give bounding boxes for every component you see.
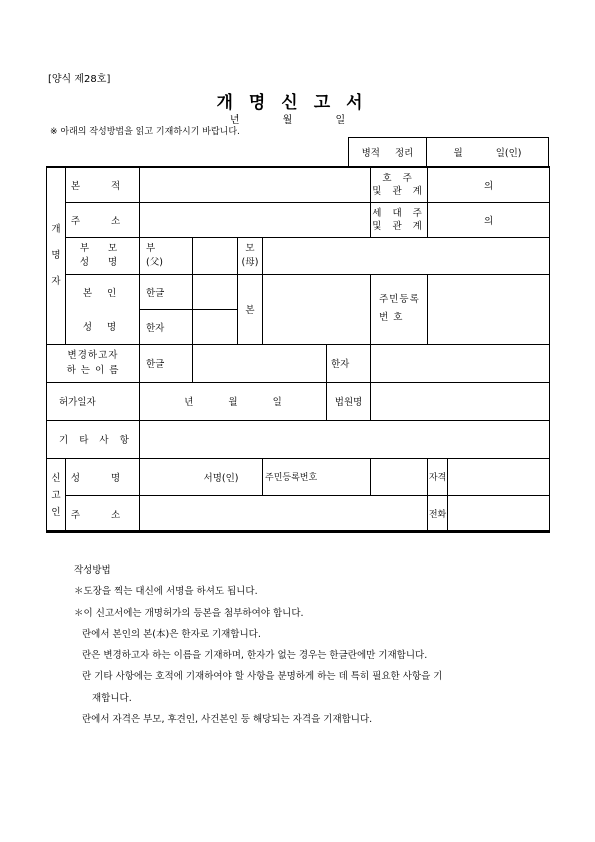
side-char-3: 자 bbox=[51, 275, 61, 287]
other-field[interactable] bbox=[140, 420, 550, 458]
reporter-resident-no-field[interactable] bbox=[371, 458, 428, 495]
reporter-qualification-label: 자격 bbox=[428, 458, 448, 495]
filing-date: 년 월 일 bbox=[229, 115, 366, 126]
instructions bbox=[70, 560, 442, 730]
self-hanja-field[interactable] bbox=[193, 309, 238, 344]
applicant-side-label bbox=[47, 167, 66, 344]
mother-name-field[interactable] bbox=[263, 237, 550, 274]
reporter-address-field[interactable] bbox=[140, 495, 428, 532]
court-label: 법원명 bbox=[327, 382, 371, 420]
permit-date-label: 허가일자 bbox=[47, 382, 140, 420]
new-name-hangul-label: 한글 bbox=[140, 344, 193, 382]
side-char-2: 명 bbox=[51, 249, 61, 261]
side-char-1: 개 bbox=[51, 223, 61, 235]
application-table bbox=[46, 166, 550, 533]
reporter-phone-field[interactable] bbox=[448, 495, 550, 532]
householder-field[interactable] bbox=[428, 167, 550, 202]
reporter-char-2: 고 bbox=[51, 489, 61, 501]
reporter-phone-label: 전화 bbox=[428, 495, 448, 532]
reporter-name-label: 성 명 bbox=[66, 458, 140, 495]
self-hanja-label: 한자 bbox=[140, 309, 193, 344]
self-name-label: 성 명 bbox=[66, 309, 140, 344]
instruction-line-2: ＊이 신고서에는 개명허가의 등본을 첨부하여야 합니다. bbox=[74, 607, 304, 619]
new-name-label: 변경하고자 하 는 이 름 bbox=[47, 344, 140, 382]
reporter-address-label: 주 소 bbox=[66, 495, 140, 532]
self-hangul-label: 한글 bbox=[140, 274, 193, 309]
form-number: [양식 제28호] bbox=[48, 74, 111, 85]
bon-field[interactable] bbox=[263, 274, 371, 344]
head-suffix: 의 bbox=[483, 215, 494, 227]
reporter-resident-no-label: 주민등록번호 bbox=[263, 458, 371, 495]
permit-date-field[interactable]: 년 월 일 bbox=[140, 382, 327, 420]
instructions-heading: 작성방법 bbox=[74, 565, 111, 576]
reporter-char-1: 신 bbox=[51, 472, 61, 484]
self-label: 본 인 bbox=[66, 274, 140, 309]
householder-label: 호 주 및 관 계 bbox=[371, 167, 428, 202]
head-of-household-label: 세 대 주 및 관 계 bbox=[371, 202, 428, 237]
form-title: 개명신고서 bbox=[216, 93, 379, 113]
householder-suffix: 의 bbox=[483, 180, 494, 192]
instruction-line-1: ＊도장을 찍는 대신에 서명을 하셔도 됩니다. bbox=[74, 586, 258, 598]
reporter-qualification-field[interactable] bbox=[448, 458, 550, 495]
address-label: 주 소 bbox=[66, 202, 140, 237]
registry-header bbox=[348, 137, 549, 167]
court-field[interactable] bbox=[371, 382, 550, 420]
registry-label: 병적 정리 bbox=[349, 138, 427, 167]
notice-text: ※ 아래의 작성방법을 읽고 기재하시기 바랍니다. bbox=[50, 127, 240, 137]
mother-label: 모 (母) bbox=[238, 237, 263, 274]
instruction-line-3: 란에서 본인의 본(本)은 한자로 기재합니다. bbox=[82, 628, 261, 640]
domicile-label: 본 적 bbox=[66, 167, 140, 202]
self-hangul-field[interactable] bbox=[193, 274, 238, 309]
address-field[interactable] bbox=[140, 202, 371, 237]
instruction-line-6: 재합니다. bbox=[92, 692, 132, 704]
resident-no-field[interactable] bbox=[428, 274, 550, 344]
reporter-char-3: 인 bbox=[51, 506, 61, 518]
instruction-line-4: 란은 변경하고자 하는 이름을 기재하며, 한자가 없는 경우는 한글란에만 기재합니다. bbox=[82, 650, 428, 662]
instruction-line-7: 란에서 자격은 부모, 후견인, 사건본인 등 해당되는 자격을 기재합니다. bbox=[82, 714, 373, 726]
domicile-field[interactable] bbox=[140, 167, 371, 202]
reporter-sign-field[interactable]: 서명(인) bbox=[140, 458, 263, 495]
father-name-field[interactable] bbox=[193, 237, 238, 274]
resident-no-label: 주민등록 번 호 bbox=[371, 274, 428, 344]
bon-label: 본 bbox=[238, 274, 263, 344]
parents-label: 부 모 성 명 bbox=[66, 237, 140, 274]
head-of-household-field[interactable] bbox=[428, 202, 550, 237]
instruction-line-5: 란 기타 사항에는 호적에 기재하여야 할 사항을 분명하게 하는 데 특히 필요한 사항을 기 bbox=[82, 671, 443, 683]
registry-value[interactable]: 월 일(인) bbox=[427, 138, 549, 167]
reporter-side-label bbox=[47, 458, 66, 532]
new-name-hangul-field[interactable] bbox=[193, 344, 327, 382]
new-name-hanja-field[interactable] bbox=[371, 344, 550, 382]
new-name-hanja-label: 한자 bbox=[327, 344, 371, 382]
table-bottom-rule bbox=[46, 530, 549, 532]
father-label: 부 (父) bbox=[140, 237, 193, 274]
other-label: 기 타 사 항 bbox=[47, 420, 140, 458]
